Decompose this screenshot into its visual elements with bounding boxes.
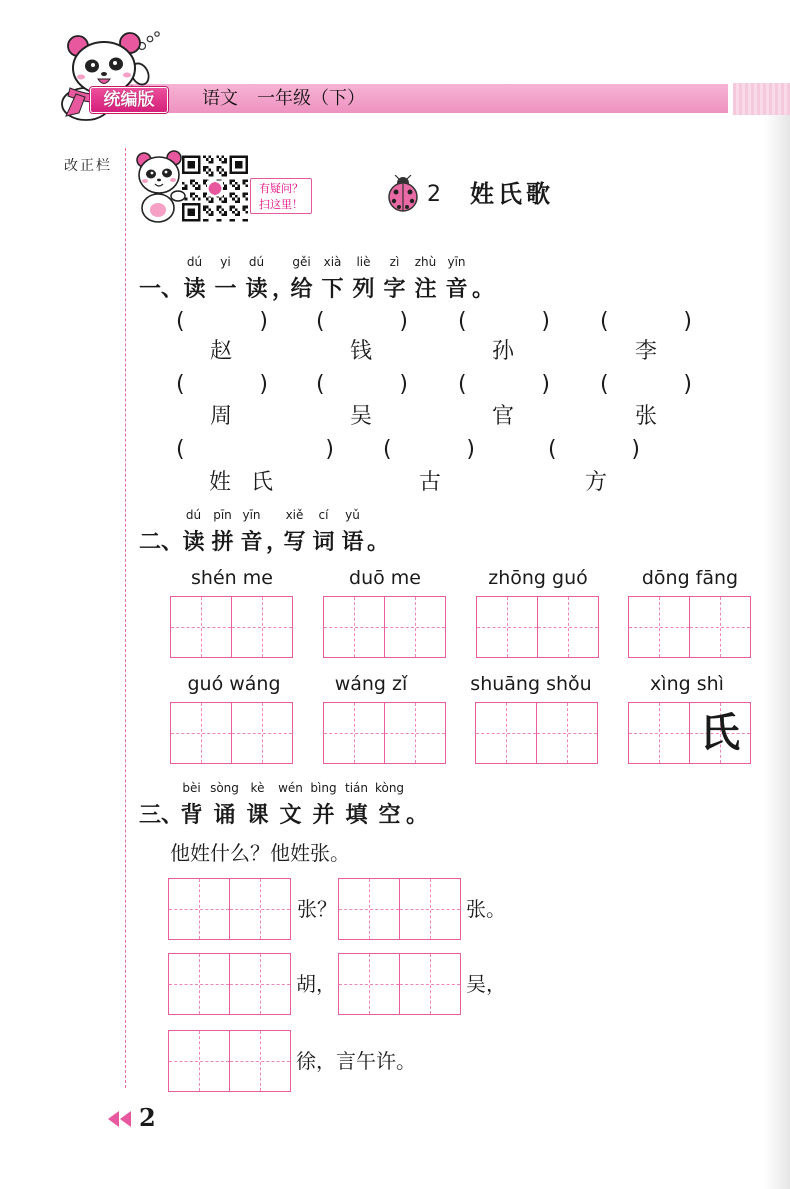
heading-token: [338, 507, 367, 557]
writing-grid: [338, 953, 461, 1015]
answer-blank: [383, 437, 475, 463]
panda-helper-icon: [134, 150, 186, 224]
word-pinyin: shén me: [191, 567, 273, 589]
writing-grid: [475, 702, 598, 764]
header-banner: [82, 84, 728, 113]
pinyin: [367, 507, 391, 523]
character: 张: [634, 404, 657, 429]
heading-token: [472, 254, 496, 304]
pinyin: [139, 254, 179, 270]
writing-grid: [168, 878, 291, 940]
answer-blank: [176, 309, 268, 335]
heading-token: [373, 780, 406, 830]
pinyin: kòng: [374, 781, 405, 795]
section2-heading: [139, 507, 391, 557]
grid-cell: [536, 703, 597, 763]
grid-cell: [537, 597, 598, 657]
heading-token: [348, 254, 379, 304]
page-gutter-shadow: [764, 115, 790, 1189]
qr-code-icon: [182, 155, 248, 222]
pinyin: tián: [345, 781, 368, 795]
heading-char: 。: [406, 803, 429, 828]
grid-cell: [477, 597, 537, 657]
pinyin: gěi: [292, 255, 311, 269]
grid-cell: [629, 703, 689, 763]
pinyin: dú: [186, 255, 203, 269]
character: 赵: [209, 339, 232, 364]
pinyin: yīn: [242, 508, 261, 522]
word-pinyin: shuāng shǒu: [470, 673, 592, 695]
fill-text: 张。: [466, 897, 506, 921]
heading-char: 背: [180, 803, 203, 828]
heading-char: 文: [279, 803, 302, 828]
grid-cell: [476, 703, 536, 763]
pinyin: yīn: [447, 255, 466, 269]
heading-char: 拼: [211, 530, 234, 555]
heading-token: [179, 507, 208, 557]
heading-char: 空: [378, 803, 401, 828]
writing-grid: [628, 596, 751, 658]
answer-blank: [548, 437, 640, 463]
heading-char: 词: [312, 530, 335, 555]
qr-help-line: 有疑问？: [259, 182, 303, 195]
heading-char: 给: [290, 277, 313, 302]
pinyin: [139, 507, 179, 523]
fill-text: 张？: [297, 897, 337, 921]
heading-token: [441, 254, 472, 304]
double-left-arrow-icon: [108, 1111, 132, 1127]
answer-blank: [458, 309, 550, 335]
character: 孙: [491, 339, 514, 364]
heading-char: 注: [414, 277, 437, 302]
heading-token: [139, 254, 184, 304]
answer-blank: [176, 437, 334, 463]
answer-blank: [458, 372, 550, 398]
pinyin: wén: [278, 781, 303, 795]
writing-grid: [628, 702, 751, 764]
character: 李: [634, 339, 657, 364]
heading-char: 读: [182, 530, 205, 555]
heading-token: [379, 254, 410, 304]
heading-char: 语: [341, 530, 364, 555]
character: 官: [491, 404, 514, 429]
grid-cell: [231, 703, 292, 763]
heading-char: 读: [245, 277, 268, 302]
heading-token: [139, 507, 184, 557]
pinyin: zì: [389, 255, 400, 269]
heading-token: [208, 507, 237, 557]
pinyin: dú: [248, 255, 265, 269]
header-grade: 一年级（下）: [257, 88, 365, 109]
grid-cell: [229, 1031, 290, 1091]
word-pinyin: duō me: [349, 567, 421, 589]
grid-cell: [229, 879, 290, 939]
grid-cell: [339, 879, 399, 939]
answer-blank: [600, 372, 692, 398]
word-pinyin: guó wáng: [187, 673, 281, 695]
character: 周: [209, 404, 232, 429]
pinyin: yǔ: [345, 508, 360, 522]
heading-char: 一、: [139, 277, 184, 302]
answer-blank: [316, 309, 408, 335]
heading-char: 写: [283, 530, 306, 555]
lesson-title: 姓氏歌: [470, 180, 554, 208]
grid-cell: [231, 597, 292, 657]
header-side-tab: [733, 83, 790, 115]
word-pinyin: zhōng guó: [488, 567, 588, 589]
heading-char: 课: [246, 803, 269, 828]
page-number: 2: [139, 1103, 156, 1132]
pinyin: dú: [185, 508, 202, 522]
grid-cell: [384, 703, 445, 763]
qr-help-line: 扫这里！: [259, 198, 303, 211]
ladybug-icon: [384, 175, 422, 213]
word-pinyin: dōng fāng: [641, 567, 739, 589]
answer-blank: [316, 372, 408, 398]
pinyin: xià: [323, 255, 342, 269]
heading-token: [286, 254, 317, 304]
grid-cell: [689, 597, 750, 657]
character: 吴: [349, 404, 372, 429]
fill-text: 徐，言午许。: [296, 1049, 416, 1073]
heading-token: [280, 507, 309, 557]
example-question: 他姓什么？他姓张。: [170, 841, 350, 865]
heading-char: 音: [445, 277, 468, 302]
pinyin: [472, 254, 496, 270]
heading-token: [309, 507, 338, 557]
heading-token: [179, 254, 210, 304]
character: 钱: [349, 339, 372, 364]
grid-cell: [171, 703, 231, 763]
writing-grid: [323, 702, 446, 764]
qr-help-box: [250, 178, 312, 214]
heading-token: [139, 780, 184, 830]
heading-char: ，: [266, 530, 289, 555]
pinyin: [266, 507, 280, 523]
grid-cell: [169, 954, 229, 1014]
writing-grid: [168, 953, 291, 1015]
heading-token: [266, 507, 289, 557]
grid-cell: [324, 597, 384, 657]
grid-cell: [169, 1031, 229, 1091]
heading-token: [274, 780, 307, 830]
heading-token: [237, 507, 266, 557]
pinyin: cí: [318, 508, 329, 522]
grid-cell: [339, 954, 399, 1014]
writing-grid: [323, 596, 446, 658]
pinyin: sòng: [210, 781, 239, 795]
correction-column-label: 改正栏: [64, 158, 112, 174]
heading-token: [208, 780, 241, 830]
pinyin: yi: [220, 255, 231, 269]
grid-cell: [169, 879, 229, 939]
grid-cell: [629, 597, 689, 657]
header-subject: 语文: [202, 88, 238, 109]
pinyin: [406, 780, 430, 796]
given-character: 氏: [700, 710, 740, 756]
pinyin: [139, 780, 175, 796]
pinyin: pīn: [213, 508, 232, 522]
grid-cell: [384, 597, 445, 657]
word-pinyin: wáng zǐ: [334, 673, 408, 695]
word-pinyin: xìng shì: [650, 673, 724, 695]
heading-char: 列: [352, 277, 375, 302]
heading-char: 并: [312, 803, 335, 828]
heading-char: 一: [214, 277, 237, 302]
writing-grid: [476, 596, 599, 658]
heading-token: [272, 254, 295, 304]
writing-grid: [168, 1030, 291, 1092]
character: 姓氏: [209, 470, 294, 495]
heading-token: [241, 780, 274, 830]
section3-heading: [139, 780, 430, 830]
heading-token: [340, 780, 373, 830]
grid-cell: [324, 703, 384, 763]
character: 方: [584, 470, 607, 495]
writing-grid: [338, 878, 461, 940]
answer-blank: [176, 372, 268, 398]
fill-text: 吴，: [466, 972, 506, 996]
fill-text: 胡，: [296, 972, 336, 996]
heading-char: 填: [345, 803, 368, 828]
grid-cell: [229, 954, 290, 1014]
character: 古: [418, 470, 441, 495]
answer-blank: [600, 309, 692, 335]
heading-char: 二、: [139, 530, 184, 555]
pinyin: [272, 254, 286, 270]
heading-token: [307, 780, 340, 830]
heading-token: [317, 254, 348, 304]
grid-cell: [171, 597, 231, 657]
heading-token: [410, 254, 441, 304]
heading-token: [241, 254, 272, 304]
heading-char: 。: [367, 530, 390, 555]
section1-heading: [139, 254, 496, 304]
writing-grid: [170, 702, 293, 764]
grid-cell: [399, 954, 460, 1014]
pinyin: liè: [356, 255, 371, 269]
heading-char: 读: [183, 277, 206, 302]
pinyin: bèi: [182, 781, 201, 795]
heading-token: [175, 780, 208, 830]
heading-char: ，: [272, 277, 295, 302]
heading-char: 诵: [213, 803, 236, 828]
heading-token: [367, 507, 391, 557]
lesson-number: 2: [427, 182, 441, 207]
heading-char: 下: [321, 277, 344, 302]
heading-token: [210, 254, 241, 304]
pinyin: xiě: [285, 508, 304, 522]
heading-char: 。: [472, 277, 495, 302]
grid-cell: [399, 879, 460, 939]
heading-char: 三、: [139, 803, 184, 828]
pinyin: bìng: [310, 781, 337, 795]
edition-badge: 统编版: [90, 87, 168, 113]
writing-grid: [170, 596, 293, 658]
pinyin: kè: [250, 781, 265, 795]
pinyin: zhù: [414, 255, 437, 269]
heading-token: [406, 780, 430, 830]
heading-char: 音: [240, 530, 263, 555]
heading-char: 字: [383, 277, 406, 302]
margin-dashed-line: [125, 148, 126, 1088]
